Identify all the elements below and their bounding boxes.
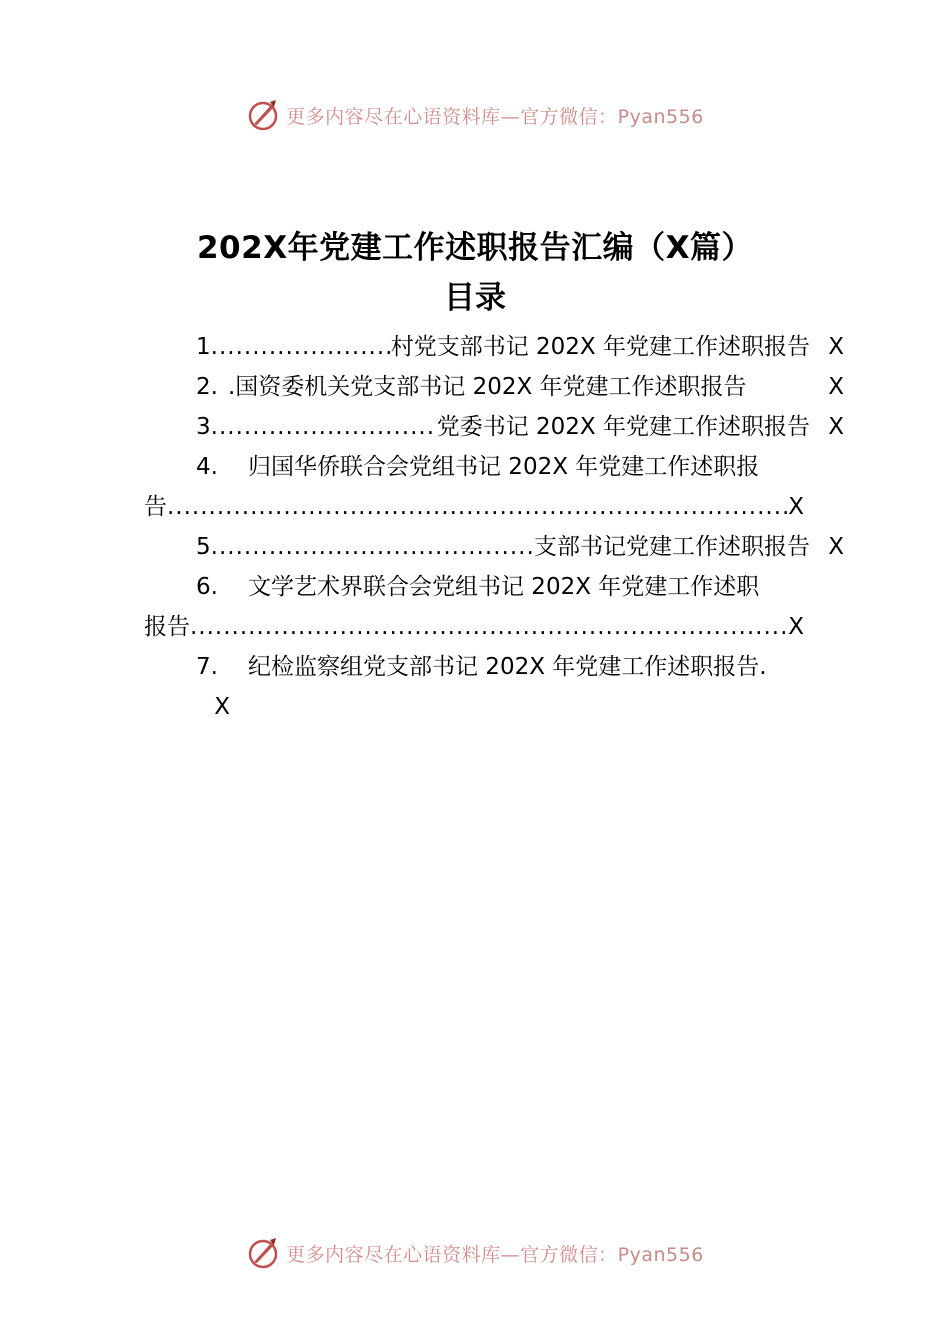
toc-entry-label-continued: 报告 bbox=[144, 614, 190, 640]
toc-entry-page: X bbox=[788, 494, 804, 520]
document-title: 202X年党建工作述职报告汇编（X篇） bbox=[196, 230, 753, 266]
toc-leader-dots bbox=[211, 527, 534, 567]
toc-heading: 目录 bbox=[444, 280, 506, 316]
toc-leader-dots bbox=[167, 487, 788, 527]
toc-entry-label: 纪检监察组党支部书记 202X 年党建工作述职报告. bbox=[248, 654, 767, 680]
watermark-text: 更多内容尽在心语资料库—官方微信：Pyan556 bbox=[286, 1243, 704, 1266]
footer-watermark bbox=[0, 1233, 950, 1273]
toc-entry-page: X bbox=[828, 334, 844, 360]
toc-entry-4[interactable] bbox=[144, 447, 844, 487]
toc-entry-number: 2. bbox=[196, 374, 218, 400]
toc-entry-1[interactable] bbox=[144, 327, 844, 367]
header-watermark bbox=[0, 95, 950, 135]
toc-leader-dots bbox=[190, 607, 788, 647]
toc-leader-dots bbox=[211, 327, 391, 367]
toc-entry-label: 文学艺术界联合会党组书记 202X 年党建工作述职 bbox=[248, 574, 760, 600]
toc-entry-3[interactable] bbox=[144, 407, 844, 447]
quill-pen-logo-icon bbox=[246, 1236, 280, 1270]
toc-entry-label: 支部书记党建工作述职报告 bbox=[534, 534, 810, 560]
toc-leader-dots bbox=[211, 407, 437, 447]
toc-entry-6[interactable] bbox=[144, 567, 844, 607]
toc-entry-number: 1 bbox=[196, 334, 211, 360]
toc-entry-label: 党委书记 202X 年党建工作述职报告 bbox=[436, 414, 810, 440]
toc-entry-5[interactable] bbox=[144, 527, 844, 567]
toc-entry-number: 4. bbox=[196, 454, 218, 480]
watermark-text: 更多内容尽在心语资料库—官方微信：Pyan556 bbox=[286, 105, 704, 128]
toc-entry-4-continued[interactable] bbox=[144, 487, 844, 527]
table-of-contents bbox=[144, 327, 844, 727]
toc-entry-2[interactable] bbox=[144, 367, 844, 407]
toc-entry-number: 5 bbox=[196, 534, 211, 560]
toc-entry-label-continued: 告 bbox=[144, 494, 167, 520]
toc-entry-7[interactable] bbox=[144, 647, 844, 687]
toc-entry-number: 6. bbox=[196, 574, 218, 600]
toc-entry-page: X bbox=[828, 414, 844, 440]
toc-entry-page: X bbox=[214, 694, 230, 720]
toc-entry-number: 3 bbox=[196, 414, 211, 440]
toc-entry-page: X bbox=[828, 374, 844, 400]
toc-entry-6-continued[interactable] bbox=[144, 607, 844, 647]
toc-entry-page: X bbox=[788, 614, 804, 640]
toc-entry-label: 归国华侨联合会党组书记 202X 年党建工作述职报 bbox=[248, 454, 760, 480]
toc-entry-label: .国资委机关党支部书记 202X 年党建工作述职报告 bbox=[227, 374, 747, 400]
quill-pen-logo-icon bbox=[246, 98, 280, 132]
toc-entry-number: 7. bbox=[196, 654, 218, 680]
toc-entry-7-continued[interactable] bbox=[144, 687, 844, 727]
toc-entry-label: 村党支部书记 202X 年党建工作述职报告 bbox=[390, 334, 810, 360]
toc-entry-page: X bbox=[828, 534, 844, 560]
